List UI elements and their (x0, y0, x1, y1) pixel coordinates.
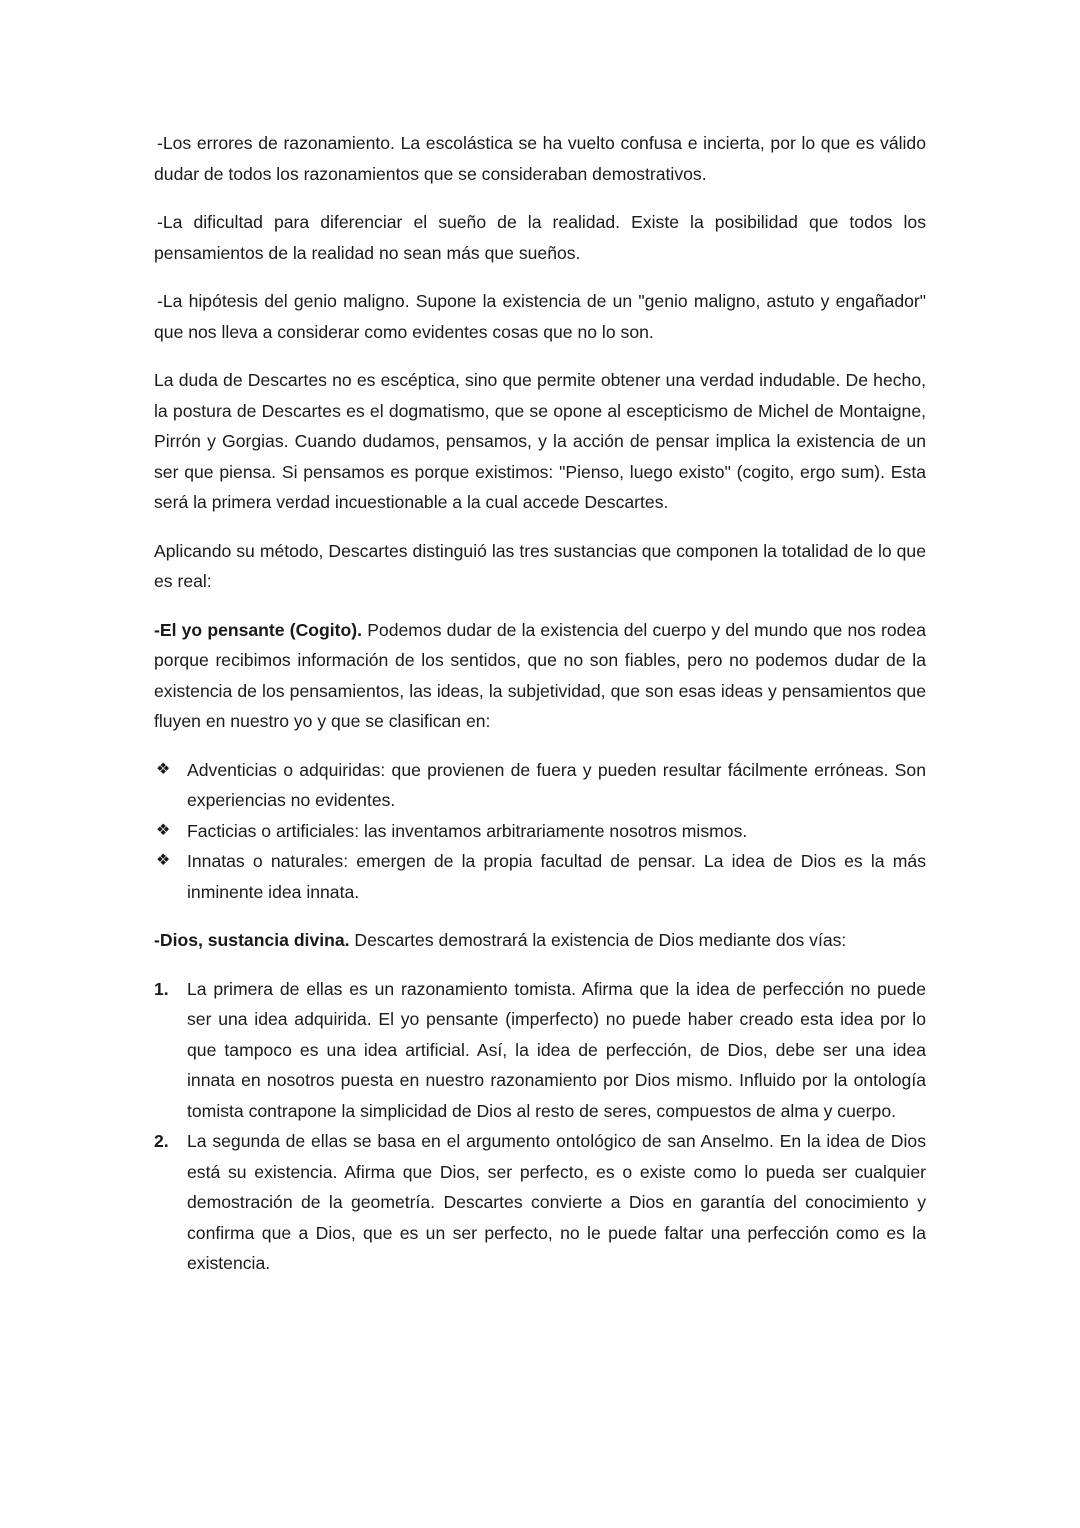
paragraph-cogito (154, 615, 926, 737)
vias-list (154, 974, 926, 1279)
paragraph-metodo: Aplicando su método, Descartes distinguió las tres sustancias que componen la totalidad de lo que es real: (154, 540, 926, 591)
paragraph-errores: -Los errores de razonamiento. La escolástica se ha vuelto confusa e incierta, por lo que es válido dudar de todos los razonamientos que se consideraban demostrativos. (154, 133, 926, 184)
paragraph-duda: La duda de Descartes no es escéptica, sino que permite obtener una verdad indudable. De hecho, la postura de Descartes es el dogmatismo, que se opone al escepticismo de Michel de Montaigne, Pirrón y Gorgias. Cuando dudamos, pensamos, y la acción de pensar implica la existencia de un ser que piensa. Si pensamos es porque existimos: "Pienso, luego existo" (cogito, ergo sum). Esta será la primera verdad incuestionable a la cual accede Descartes. (154, 370, 926, 512)
list-item: ❖ Facticias o artificiales: las inventamos arbitrariamente nosotros mismos. (154, 816, 926, 847)
list-number: 1. (154, 978, 169, 999)
diamond-bullet-icon: ❖ (156, 821, 171, 839)
cogito-heading: -El yo pensante (Cogito). (154, 619, 363, 640)
paragraph-dios (154, 925, 926, 956)
list-item: 2. La segunda de ellas se basa en el argumento ontológico de san Anselmo. En la idea de Dios está su existencia. Afirma que Dios, ser perfecto, es o existe como lo pueda ser cualquier demostración de la geometría. Descartes convierte a Dios en garantía del conocimiento y confirma que a Dios, que es un ser perfecto, no le puede faltar una perfección como es la existencia. (154, 1126, 926, 1279)
paragraph-sueno: -La dificultad para diferenciar el sueño de la realidad. Existe la posibilidad que todos los pensamientos de la realidad no sean más que sueños. (154, 212, 926, 263)
list-item: ❖ Innatas o naturales: emergen de la propia facultad de pensar. La idea de Dios es la más inminente idea innata. (154, 846, 926, 907)
list-number: 2. (154, 1131, 169, 1151)
list-item: 1. La primera de ellas es un razonamiento tomista. Afirma que la idea de perfección no puede ser una idea adquirida. El yo pensante (imperfecto) no puede haber creado esta idea por lo que tampoco es una idea artificial. Así, la idea de perfección, de Dios, debe ser una idea innata en nosotros puesta en nuestro razonamiento por Dios mismo. Influido por la ontología tomista contrapone la simplicidad de Dios al resto de seres, compuestos de alma y cuerpo. (154, 974, 926, 1127)
paragraph-genio-maligno: -La hipótesis del genio maligno. Supone la existencia de un "genio maligno, astuto y engañador" que nos lleva a considerar como evidentes cosas que no lo son. (154, 291, 926, 342)
diamond-bullet-icon: ❖ (156, 852, 171, 869)
dios-heading: -Dios, sustancia divina. (154, 930, 350, 950)
dios-text: Descartes demostrará la existencia de Dios mediante dos vías: (349, 930, 847, 950)
diamond-bullet-icon: ❖ (156, 760, 171, 778)
list-item: ❖ Adventicias o adquiridas: que provienen de fuera y pueden resultar fácilmente erróneas. Son experiencias no evidentes. (154, 755, 926, 816)
document-page (154, 128, 926, 1297)
cogito-text: Podemos dudar de la existencia del cuerpo y del mundo que nos rodea porque recibimos información de los sentidos, que no son fiables, pero no podemos dudar de la existencia de los pensamientos, las ideas, la subjetividad, que son esas ideas y pensamientos que fluyen en nuestro yo y que se clasifican en: (154, 619, 926, 731)
ideas-list (154, 755, 926, 908)
